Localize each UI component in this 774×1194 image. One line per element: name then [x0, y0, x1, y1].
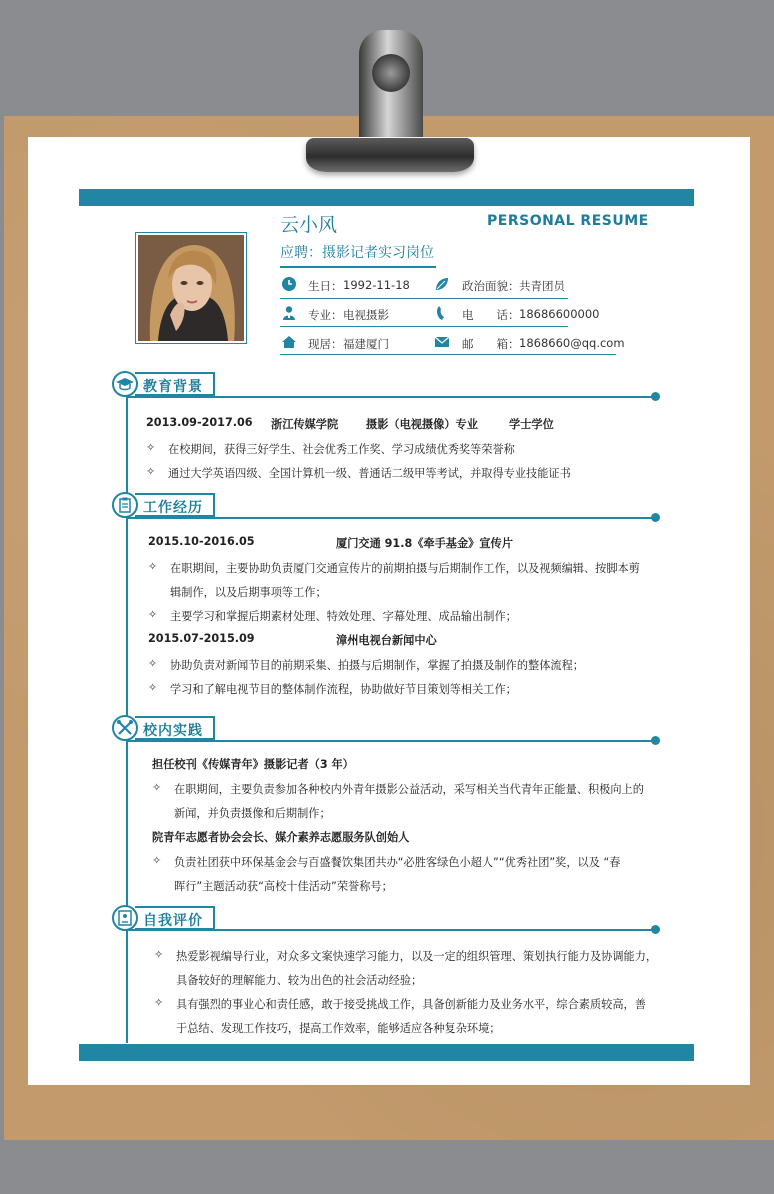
- edu-degree: 学士学位: [509, 418, 554, 431]
- edu-item: 在校期间，获得三好学生、社会优秀工作奖、学习成绩优秀奖等荣誉称: [168, 443, 515, 456]
- info-divider: [280, 354, 616, 355]
- edu-item: 通过大学英语四级、全国计算机一级、普通话二级甲等考试，并取得专业技能证书: [168, 467, 571, 480]
- campus-role2: 院青年志愿者协会会长、媒介素养志愿服务队创始人: [152, 831, 410, 844]
- info-divider: [280, 326, 568, 327]
- job2-period: 2015.07-2015.09: [148, 632, 255, 645]
- major-value: 电视摄影: [343, 308, 389, 322]
- campus-role1: 担任校刊《传媒青年》摄影记者（3 年）: [152, 758, 354, 771]
- job1-period: 2015.10-2016.05: [148, 535, 255, 548]
- phone-label: 电 话：: [462, 308, 520, 322]
- top-accent-bar: [79, 189, 694, 206]
- bullet-icon: ✧: [148, 681, 158, 694]
- email-value: 1868660@qq.com: [519, 336, 625, 350]
- birthday-label: 生日：: [308, 279, 343, 293]
- apply-underline: [280, 266, 436, 268]
- job1-item: 主要学习和掌握后期素材处理、特效处理、字幕处理、成品输出制作；: [170, 610, 517, 623]
- job1-item: 在职期间，主要协助负责厦门交通宣传片的前期拍摄与后期制作工作，以及视频编辑、按脚本剪: [170, 562, 640, 575]
- binder-clip-base: [306, 138, 474, 172]
- email-label: 邮 箱：: [462, 337, 520, 351]
- self-item: 热爱影视编导行业，对众多文案快速学习能力，以及一定的组织管理、策划执行能力及协调能力，: [176, 950, 658, 963]
- bullet-icon: ✧: [154, 948, 164, 961]
- campus-item: 在职期间，主要负责参加各种校内外青年摄影公益活动，采写相关当代青年正能量、积极向上的: [174, 783, 644, 796]
- birthday-value: 1992-11-18: [343, 278, 410, 292]
- user-icon: [281, 305, 297, 321]
- home-value: 福建厦门: [343, 337, 389, 351]
- self-item: 于总结、发现工作技巧，提高工作效率，能够适应各种复杂环境；: [176, 1022, 501, 1035]
- home-label: 现居：: [308, 337, 343, 351]
- self-item: 具有强烈的事业心和责任感，敢于接受挑战工作，具备创新能力及业务水平，综合素质较高，善: [176, 998, 646, 1011]
- campus-item: 新闻，并负责摄像和后期制作；: [174, 807, 331, 820]
- candidate-name: 云小风: [280, 214, 338, 236]
- edu-school: 浙江传媒学院: [271, 418, 339, 431]
- phone-icon: [434, 305, 450, 321]
- politics-value: 共青团员: [519, 279, 565, 293]
- clipboard-icon: [112, 492, 138, 518]
- profile-card-icon: [112, 905, 138, 931]
- job1-name: 厦门交通 91.8《牵手基金》宣传片: [336, 537, 513, 550]
- bullet-icon: ✧: [148, 657, 158, 670]
- section-title-education: 教育背景: [135, 372, 215, 396]
- campus-item: 晖行”主题活动获“高校十佳活动”荣誉称号；: [174, 880, 393, 893]
- job2-name: 漳州电视台新闻中心: [336, 634, 437, 647]
- binder-clip-hole: [372, 54, 410, 92]
- section-dot: [651, 513, 660, 522]
- leaf-icon: [434, 276, 450, 292]
- bullet-icon: ✧: [146, 441, 156, 454]
- bottom-accent-bar: [79, 1044, 694, 1061]
- clock-icon: [281, 276, 297, 292]
- section-title-self: 自我评价: [135, 906, 215, 930]
- self-item: 具备较好的理解能力、较为出色的社会活动经验；: [176, 974, 423, 987]
- politics-label: 政治面貌：: [462, 279, 520, 293]
- section-title-work: 工作经历: [135, 493, 215, 517]
- info-divider: [280, 298, 568, 299]
- section-rule: [126, 396, 656, 398]
- job2-item: 协助负责对新闻节目的前期采集、拍摄与后期制作，掌握了拍摄及制作的整体流程；: [170, 659, 584, 672]
- bullet-icon: ✧: [146, 465, 156, 478]
- home-icon: [281, 334, 297, 350]
- profile-photo: [135, 232, 247, 344]
- applied-position: 应聘：摄影记者实习岗位: [280, 245, 434, 261]
- section-dot: [651, 392, 660, 401]
- campus-item: 负责社团获中环保基金会与百盛餐饮集团共办“必胜客绿色小超人”“优秀社团”奖，以及 “春: [174, 856, 621, 869]
- job2-item: 学习和了解电视节目的整体制作流程，协助做好节目策划等相关工作；: [170, 683, 517, 696]
- section-dot: [651, 736, 660, 745]
- bullet-icon: ✧: [152, 854, 162, 867]
- section-rule: [126, 740, 656, 742]
- section-title-campus: 校内实践: [135, 716, 215, 740]
- portrait-icon: [138, 235, 244, 341]
- bullet-icon: ✧: [148, 560, 158, 573]
- job1-item: 辑制作，以及后期事项等工作；: [170, 586, 327, 599]
- section-rule: [126, 517, 656, 519]
- edu-period: 2013.09-2017.06: [146, 416, 253, 429]
- bullet-icon: ✧: [148, 608, 158, 621]
- edu-major: 摄影（电视摄像）专业: [366, 418, 478, 431]
- major-label: 专业：: [308, 308, 343, 322]
- phone-value: 18686600000: [519, 307, 600, 321]
- tools-icon: [112, 715, 138, 741]
- bullet-icon: ✧: [154, 996, 164, 1009]
- mail-icon: [434, 334, 450, 350]
- bullet-icon: ✧: [152, 781, 162, 794]
- graduation-cap-icon: [112, 371, 138, 397]
- resume-title: PERSONAL RESUME: [487, 213, 649, 229]
- section-dot: [651, 925, 660, 934]
